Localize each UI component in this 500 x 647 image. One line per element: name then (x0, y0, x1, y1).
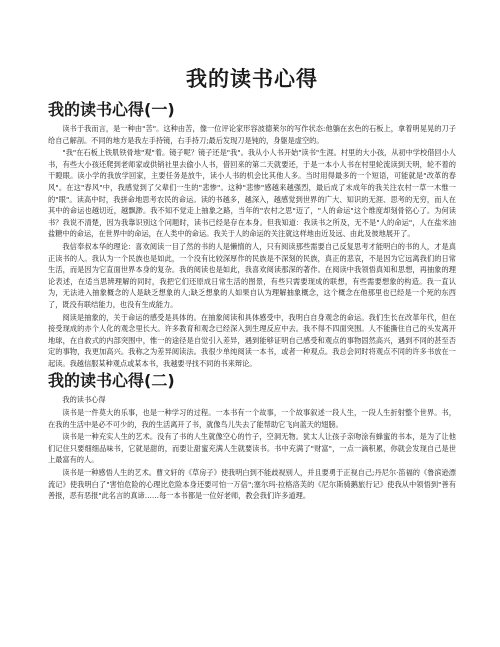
section-heading-2: 我的读书心得(二) (48, 371, 175, 391)
paragraph: 我信奉叔本华的理论：喜欢阅读一目了然的书的人是懒惰的人，只有阅读那些需要自己反复思考才能明白的书的人，才是真正读书的人。我认为一个民族也是如此，一个没有比较深厚作的民族是不深刻的民族，真正的悲哀，不是因为它远离我们的日常生活，而是因为它直面世界本身的复杂。我的阅读也是如此，我喜欢阅读那深的著作。在阅读中我领悟真知和思想，再抽象的理论表述，在适当思辨理解的同时，我把它们还原成日常生活的图景，有些只需要现成的联想，有些需要想象的构造。我一直认为，无法进入抽象概念的人是缺乏想象的人;缺乏想象的人如果自认为理解抽象概念，这个概念在他那里也已经是一个死的东西了，既没有联结能力，也没有生成能力。 (48, 241, 456, 309)
paragraph: 读书是一件莫大的乐事，也是一种学习的过程。一本书有一个故事，一个故事叙述一段人生，一段人生折射整个世界。书，在我的生活中是必不可少的，我的生活离开了书，就像鸟儿失去了能帮助它飞向蓝天的翅膀。 (48, 408, 456, 429)
paragraph: 读书是一种充实人生的艺术。没有了书的人生就像空心的竹子，空洞无物。犹太人让孩子亲吻涂有蜂蜜的书本，是为了让他们记住只要细细品味书，它就是甜的，而要让甜蜜充满人生就要读书。书中充满了"财富"，一点一滴积累，你就会发现自己是世上最富有的人。 (48, 432, 456, 465)
paragraph: 阅读是抽象的，关于命运的感受是具体的。在抽象阅读和具体感受中，我明白自身观念的命运。我们生长在改革年代，但在接受现成的亦个人化的观念里长大。许多教育和观念已经深入到生理反应中去。我不得不四面突围。人不能撕住自己的头发离开地球，在自救式的内部突围中，惟一的途径是自觉引入差异，遇到能够证明自己感受和观点的事物固然高兴，遇到不同的甚至否定的事物，我更加高兴。我称之为差异阅读法。我很少单纯阅读一本书，或者一种观点。我总会同时将观点不同的许多书放在一起读。我越信服某种观点或某本书，我越要寻找不同的书来辩论。 (48, 312, 456, 368)
paragraph: 读书是一种感悟人生的艺术。曹文轩的《草房子》使我明白到不能歧视别人，并且要勇于正视自己;丹尼尔·笛福的《鲁滨逊漂流记》使我明白了"害怕危险的心理比危险本身还要可怕一万倍";塞尔玛·拉格洛芙的《尼尔斯骑鹅旅行记》使我从中领悟到"善有善报，恶有恶报"此名言的真谛……每一本书都是一位好老师，教会我们许多道理。 (48, 468, 456, 501)
paragraph: 读书于我而言，是一种由"苦"。这种由苦，像一位评论家形容波德莱尔的写作状态:他躺在玄色的石板上，拿着明晃晃的刀子给自己解剖。不同的地方是我左手持镜，右手持刀;最后发现刀是钝的，身躯是虚空的。 (48, 124, 456, 145)
paragraph: 我的读书心得 (62, 395, 106, 405)
paragraph: "我"在石板上铁肌铁骨地"观"着。镜子呢？镜子还是"我"。我从小人书开始"读书"生涯。村里的大小孩，从初中学校借回小人书，有些大小孩还爬到老师家或供销社里去偷小人书，借回来的第二天就要还，于是一本小人书在村里轮流读到天明，轮不着的干瞪眼。读小学的我放学回家，主要任务是放牛，读小人书的机会比其他人多。当时用得最多的一个短语，可能就是"改革的春风"。在这"春风"中，我感觉到了父辈们一生的"悲惨"。这种"悲惨"感越来越强烈，最后成了未成年的我关注农村一草一木惟一的"眼"。读高中时，我拼命地思考农民的命运。读的书越多，越深入，越感觉到世界的广大、知识的无涯、思考的无穷，而人在其中的命运也越切近，越飘渺。我不知不觉走上抽象之路，当年的"农村之思"迈了，"人的命运"这个维度却刻骨铭心了。为何读书？我说不清楚，因为我靠识别这个问题时，读书已经是存在本身。但我知道：我读书之所及，无不是"人的命运"，人在盐米油盐糖中的命运，在世界中的命运，在人类中的命运。我关于人的命运的关注就这样地由近及远、由此及彼地展开了。 (48, 148, 456, 239)
section-heading-1: 我的读书心得(一) (48, 100, 175, 119)
document-title: 我的读书心得 (186, 67, 318, 91)
